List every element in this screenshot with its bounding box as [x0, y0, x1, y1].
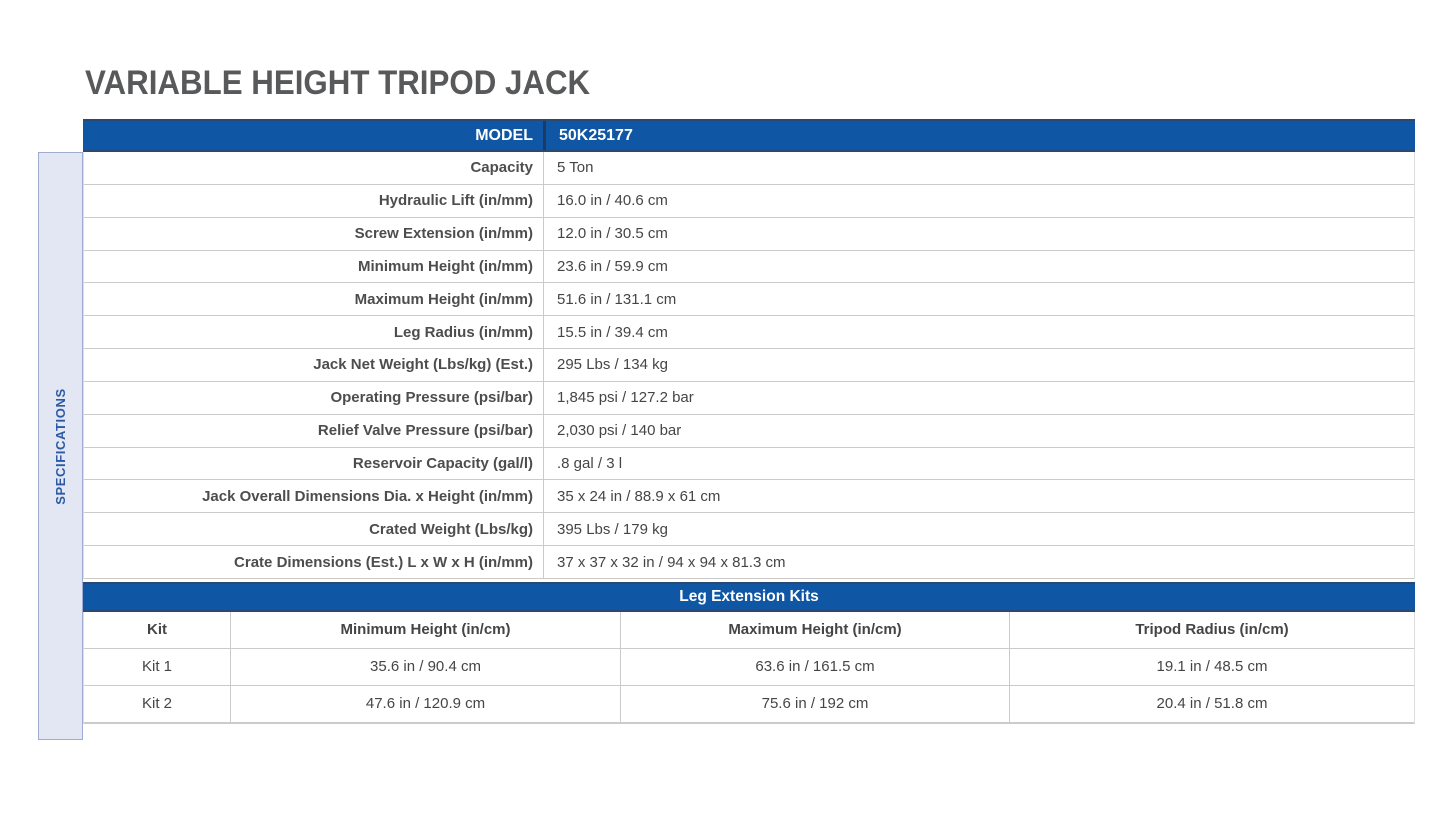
spec-row-label: Relief Valve Pressure (psi/bar)	[84, 415, 544, 447]
spec-table-row	[84, 480, 1414, 513]
spec-row-value: 23.6 in / 59.9 cm	[557, 257, 668, 275]
kit-tripod-radius-cell: 20.4 in / 51.8 cm	[1156, 695, 1268, 713]
kit-tripod-radius-cell: 19.1 in / 48.5 cm	[1156, 658, 1268, 676]
model-header-label: MODEL	[475, 126, 533, 144]
spec-row-value: 395 Lbs / 179 kg	[557, 520, 668, 538]
kits-table-header-row	[84, 612, 1414, 649]
spec-row-value: 37 x 37 x 32 in / 94 x 94 x 81.3 cm	[557, 553, 786, 571]
spec-row-label: Maximum Height (in/mm)	[84, 283, 544, 315]
specifications-table	[83, 152, 1415, 579]
spec-row-label: Crated Weight (Lbs/kg)	[84, 513, 544, 545]
spec-row-value: 12.0 in / 30.5 cm	[557, 225, 668, 243]
kit-name-cell: Kit 2	[84, 686, 231, 722]
spec-row-value: 15.5 in / 39.4 cm	[557, 323, 668, 341]
spec-row-label: Screw Extension (in/mm)	[84, 218, 544, 250]
spec-row-label: Capacity	[84, 152, 544, 184]
spec-row-label: Leg Radius (in/mm)	[84, 316, 544, 348]
model-number-value: 50K25177	[559, 126, 633, 144]
spec-table-row	[84, 251, 1414, 284]
spec-tables-container	[83, 119, 1415, 724]
spec-row-value: 5 Ton	[557, 159, 594, 177]
kits-column-header-min-height: Minimum Height (in/cm)	[231, 612, 621, 648]
spec-row-label: Hydraulic Lift (in/mm)	[84, 185, 544, 217]
model-header-band	[83, 119, 1415, 152]
kits-table-row	[84, 686, 1414, 723]
specifications-vertical-label: SPECIFICATIONS	[53, 387, 69, 505]
specifications-side-tab	[38, 152, 83, 740]
kit-max-height-cell: 63.6 in / 161.5 cm	[621, 649, 1010, 685]
spec-row-value: 16.0 in / 40.6 cm	[557, 192, 668, 210]
leg-extension-kits-header-band: Leg Extension Kits	[83, 582, 1415, 612]
kits-table-row	[84, 649, 1414, 686]
spec-table-row	[84, 448, 1414, 481]
kit-min-height-cell: 35.6 in / 90.4 cm	[231, 649, 621, 685]
spec-row-label: Jack Overall Dimensions Dia. x Height (in/mm)	[84, 480, 544, 512]
kits-column-header-max-height: Maximum Height (in/cm)	[621, 612, 1010, 648]
spec-table-row	[84, 185, 1414, 218]
page-title: VARIABLE HEIGHT TRIPOD JACK	[85, 64, 591, 102]
spec-row-label: Crate Dimensions (Est.) L x W x H (in/mm)	[84, 546, 544, 578]
spec-table-row	[84, 283, 1414, 316]
kit-max-height-cell: 75.6 in / 192 cm	[621, 686, 1010, 722]
spec-table-row	[84, 316, 1414, 349]
spec-table-row	[84, 152, 1414, 185]
kits-column-header-kit: Kit	[84, 612, 231, 648]
spec-row-value: 51.6 in / 131.1 cm	[557, 290, 677, 308]
spec-row-value: 2,030 psi / 140 bar	[557, 422, 682, 440]
leg-extension-kits-table	[83, 612, 1415, 724]
spec-table-row	[84, 415, 1414, 448]
spec-table-row	[84, 382, 1414, 415]
spec-table-row	[84, 513, 1414, 546]
spec-row-label: Jack Net Weight (Lbs/kg) (Est.)	[84, 349, 544, 381]
spec-table-row	[84, 349, 1414, 382]
spec-row-label: Operating Pressure (psi/bar)	[84, 382, 544, 414]
spec-row-value: .8 gal / 3 l	[557, 455, 623, 473]
spec-row-value: 1,845 psi / 127.2 bar	[557, 389, 694, 407]
spec-row-label: Minimum Height (in/mm)	[84, 251, 544, 283]
kit-name-cell: Kit 1	[84, 649, 231, 685]
spec-table-row	[84, 218, 1414, 251]
spec-row-value: 295 Lbs / 134 kg	[557, 356, 668, 374]
spec-row-label: Reservoir Capacity (gal/l)	[84, 448, 544, 480]
kits-column-header-tripod-radius: Tripod Radius (in/cm)	[1135, 621, 1289, 639]
spec-table-row	[84, 546, 1414, 579]
spec-row-value: 35 x 24 in / 88.9 x 61 cm	[557, 487, 721, 505]
kit-min-height-cell: 47.6 in / 120.9 cm	[231, 686, 621, 722]
